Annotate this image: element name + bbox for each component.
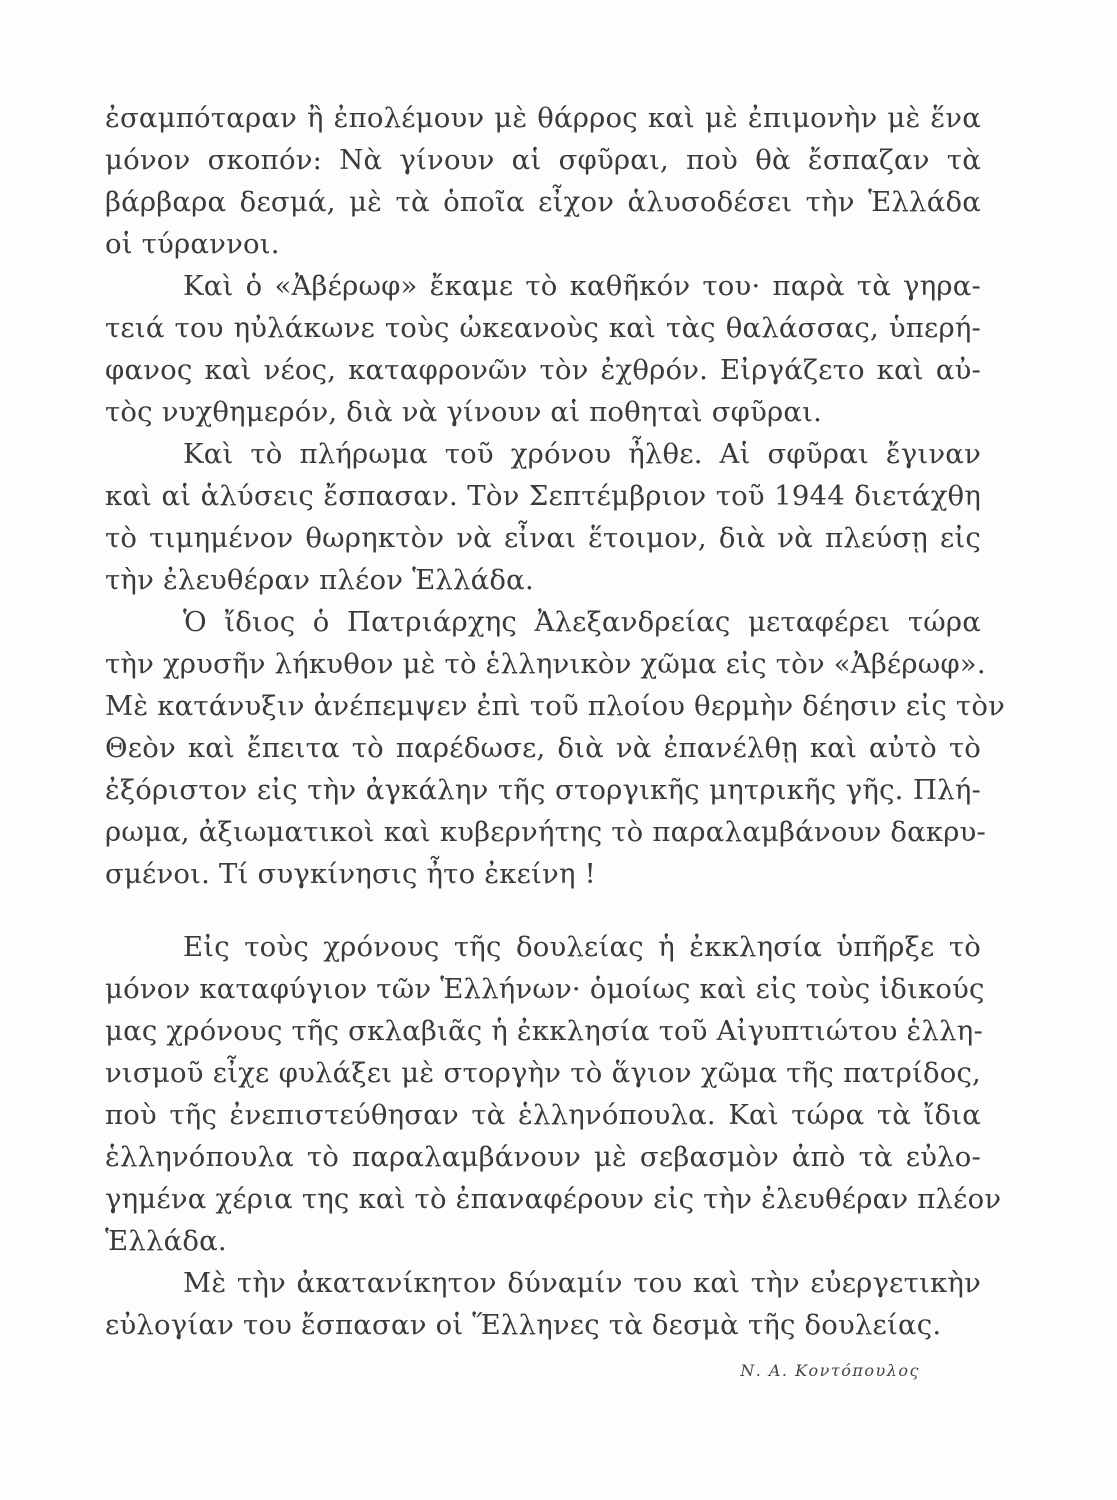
text-line: Ὁ ἴδιος ὁ Πατριάρχης Ἀλεξανδρείας μεταφέρει τώρα xyxy=(183,606,981,638)
text-line: Καὶ ὁ «Ἀβέρωφ» ἔκαμε τὸ καθῆκόν του· παρὰ τὰ γηρα- xyxy=(183,270,981,302)
text-line: νισμοῦ εἶχε φυλάξει μὲ στοργὴν τὸ ἅγιον χῶμα τῆς πατρίδος, xyxy=(105,1057,981,1089)
text-line: ἐξόριστον εἰς τὴν ἀγκάλην τῆς στοργικῆς μητρικῆς γῆς. Πλή- xyxy=(105,774,981,806)
text-line: μας χρόνους τῆς σκλαβιᾶς ἡ ἐκκλησία τοῦ Αἰγυπτιώτου ἑλλη- xyxy=(105,1015,983,1047)
text-line: μόνον καταφύγιον τῶν Ἑλλήνων· ὁμοίως καὶ εἰς τοὺς ἰδικούς xyxy=(105,973,985,1005)
author-signature: Ν. Α. Κοντόπουλος xyxy=(740,1361,920,1380)
text-line: ποὺ τῆς ἐνεπιστεύθησαν τὰ ἑλληνόπουλα. Καὶ τώρα τὰ ἴδια xyxy=(105,1099,981,1131)
text-line: Μὲ τὴν ἀκατανίκητον δύναμίν του καὶ τὴν εὐεργετικὴν xyxy=(183,1267,981,1299)
text-line: Μὲ κατάνυξιν ἀνέπεμψεν ἐπὶ τοῦ πλοίου θερμὴν δέησιν εἰς τὸν xyxy=(105,690,1005,722)
text-line: τειά του ηὐλάκωνε τοὺς ὠκεανοὺς καὶ τὰς θαλάσσας, ὑπερή- xyxy=(105,312,981,344)
text-line: σμένοι. Τί συγκίνησις ἦτο ἐκείνη ! xyxy=(105,858,596,890)
text-line: εὐλογίαν του ἔσπασαν οἱ Ἕλληνες τὰ δεσμὰ τῆς δουλείας. xyxy=(105,1309,942,1341)
text-line: τὴν χρυσῆν λήκυθον μὲ τὸ ἑλληνικὸν χῶμα εἰς τὸν «Ἀβέρωφ». xyxy=(105,648,986,680)
text-line: ἐσαμπόταραν ἢ ἐπολέμουν μὲ θάρρος καὶ μὲ ἐπιμονὴν μὲ ἕνα xyxy=(105,102,981,134)
text-line: τὴν ἐλευθέραν πλέον Ἑλλάδα. xyxy=(105,564,534,596)
text-line: ρωμα, ἀξιωματικοὶ καὶ κυβερνήτης τὸ παραλαμβάνουν δακρυ- xyxy=(105,816,987,848)
text-line: Καὶ τὸ πλήρωμα τοῦ χρόνου ἦλθε. Αἱ σφῦραι ἔγιναν xyxy=(183,438,981,470)
paragraph-group-averof xyxy=(105,97,1005,895)
text-line: καὶ αἱ ἁλύσεις ἔσπασαν. Τὸν Σεπτέμβριον τοῦ 1944 διετάχθη xyxy=(105,480,981,512)
paragraph-group-church xyxy=(105,926,1002,1346)
text-line: γημένα χέρια της καὶ τὸ ἐπαναφέρουν εἰς τὴν ἐλευθέραν πλέον xyxy=(105,1183,1002,1215)
text-line: Ἑλλάδα. xyxy=(105,1225,227,1257)
text-line: τὸς νυχθημερόν, διὰ νὰ γίνουν αἱ ποθηταὶ σφῦραι. xyxy=(105,396,823,428)
text-line: μόνον σκοπόν: Νὰ γίνουν αἱ σφῦραι, ποὺ θὰ ἔσπαζαν τὰ xyxy=(105,144,981,176)
text-line: Εἰς τοὺς χρόνους τῆς δουλείας ἡ ἐκκλησία ὑπῆρξε τὸ xyxy=(183,931,981,963)
text-line: οἱ τύραννοι. xyxy=(105,228,280,260)
text-line: Θεὸν καὶ ἔπειτα τὸ παρέδωσε, διὰ νὰ ἐπανέλθῃ καὶ αὐτὸ τὸ xyxy=(105,732,981,764)
text-line: τὸ τιμημένον θωρηκτὸν νὰ εἶναι ἕτοιμον, διὰ νὰ πλεύσῃ εἰς xyxy=(105,522,981,554)
text-line: βάρβαρα δεσμά, μὲ τὰ ὁποῖα εἶχον ἁλυσοδέσει τὴν Ἑλλάδα xyxy=(105,186,981,218)
text-line: ἑλληνόπουλα τὸ παραλαμβάνουν μὲ σεβασμὸν ἀπὸ τὰ εὐλο- xyxy=(105,1141,981,1173)
text-line: φανος καὶ νέος, καταφρονῶν τὸν ἐχθρόν. Εἰργάζετο καὶ αὐ- xyxy=(105,354,981,386)
